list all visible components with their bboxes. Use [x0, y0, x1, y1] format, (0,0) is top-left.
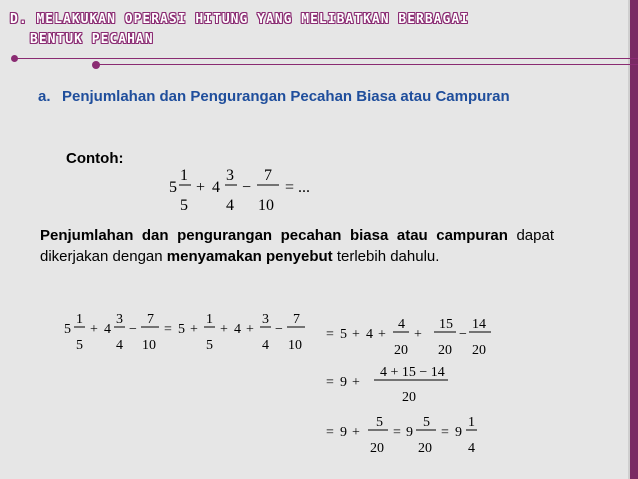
equals-sign: =	[164, 322, 172, 337]
equals-sign: =	[393, 425, 401, 440]
numerator: 3	[116, 312, 123, 327]
denominator: 20	[394, 343, 408, 358]
section-title: Penjumlahan dan Pengurangan Pecahan Biasa atau Campuran	[62, 88, 510, 105]
plus-sign: +	[196, 179, 206, 196]
denominator: 5	[206, 338, 213, 353]
plus-sign: +	[246, 322, 254, 337]
whole-9: 9	[406, 425, 413, 440]
left-equation	[64, 312, 305, 353]
denominator: 10	[142, 338, 156, 353]
numerator: 15	[439, 317, 453, 332]
minus-sign: −	[459, 327, 467, 342]
plus-sign: +	[378, 327, 386, 342]
denominator: 10	[258, 197, 274, 214]
denominator: 20	[472, 343, 486, 358]
paragraph-bold-2: menyamakan penyebut	[166, 248, 333, 265]
numerator: 5	[376, 415, 383, 430]
step-1	[326, 317, 491, 358]
denominator: 20	[438, 343, 452, 358]
denominator: 4	[116, 338, 123, 353]
example-expression	[169, 167, 310, 214]
whole-5: 5	[340, 327, 347, 342]
whole-5: 5	[64, 322, 71, 337]
denominator: 4	[226, 197, 234, 214]
numerator: 1	[76, 312, 83, 327]
step-2	[326, 365, 448, 405]
whole-9: 9	[455, 425, 462, 440]
minus-sign: −	[242, 179, 252, 196]
whole-4: 4	[212, 179, 220, 196]
equals-sign: =	[285, 179, 295, 196]
section-label: a.	[38, 88, 51, 105]
whole-9: 9	[340, 425, 347, 440]
minus-sign: −	[275, 322, 283, 337]
denominator: 20	[402, 390, 416, 405]
denominator: 4	[262, 338, 269, 353]
plus-sign: +	[220, 322, 228, 337]
paragraph-text-2: terlebih dahulu.	[332, 248, 440, 265]
plus-sign: +	[190, 322, 198, 337]
ellipsis: ...	[298, 179, 310, 196]
denominator: 5	[76, 338, 83, 353]
numerator: 7	[264, 167, 272, 184]
numerator: 1	[206, 312, 213, 327]
denominator: 20	[370, 441, 384, 456]
step-3	[326, 415, 477, 456]
plus-sign: +	[352, 327, 360, 342]
slide-title-line1: D. MELAKUKAN OPERASI HITUNG YANG MELIBATKAN BERBAGAI	[10, 12, 469, 27]
minus-sign: −	[129, 322, 137, 337]
paragraph-bold-1: Penjumlahan dan pengurangan pecahan biasa atau campuran	[40, 227, 508, 244]
numerator: 3	[262, 312, 269, 327]
numerator: 7	[293, 312, 300, 327]
whole-5: 5	[178, 322, 185, 337]
equals-sign: =	[441, 425, 449, 440]
equals-sign: =	[326, 327, 334, 342]
numerator: 4	[398, 317, 405, 332]
numerator: 3	[226, 167, 234, 184]
numerator: 5	[423, 415, 430, 430]
numerator: 1	[180, 167, 188, 184]
numerator: 7	[147, 312, 154, 327]
whole-4: 4	[234, 322, 241, 337]
plus-sign: +	[352, 425, 360, 440]
denominator: 4	[468, 441, 475, 456]
numerator: 4 + 15 − 14	[380, 365, 445, 380]
numerator: 1	[468, 415, 475, 430]
numerator: 14	[472, 317, 486, 332]
whole-4: 4	[104, 322, 111, 337]
equals-sign: =	[326, 375, 334, 390]
example-label: Contoh:	[66, 150, 124, 167]
denominator: 10	[288, 338, 302, 353]
equals-sign: =	[326, 425, 334, 440]
plus-sign: +	[414, 327, 422, 342]
plus-sign: +	[90, 322, 98, 337]
paragraph-text-1: dapat dikerjakan dengan	[40, 227, 554, 265]
whole-5: 5	[169, 179, 177, 196]
whole-4: 4	[366, 327, 373, 342]
plus-sign: +	[352, 375, 360, 390]
slide-title-line2: BENTUK PECAHAN	[30, 32, 154, 47]
whole-9: 9	[340, 375, 347, 390]
denominator: 20	[418, 441, 432, 456]
denominator: 5	[180, 197, 188, 214]
